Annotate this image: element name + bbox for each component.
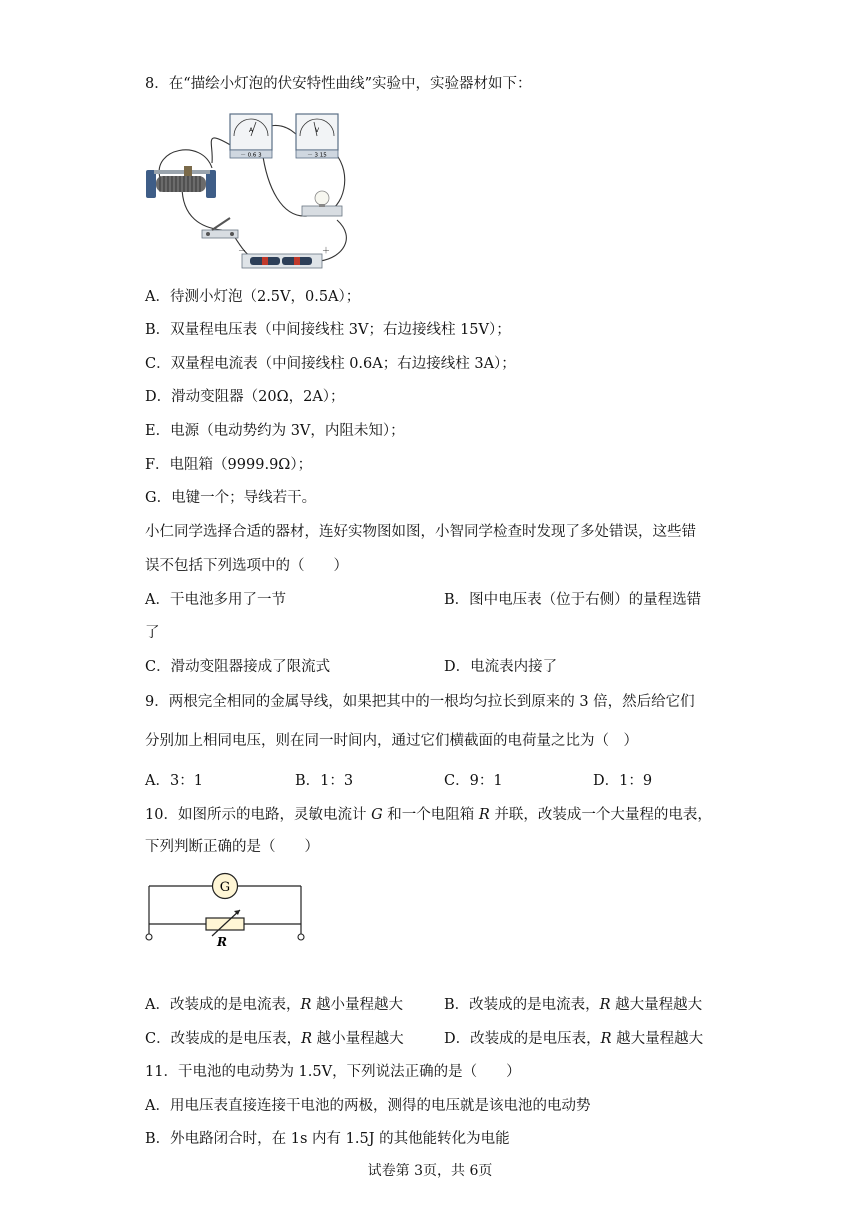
switch xyxy=(202,218,238,238)
q11-option-b: B．外电路闭合时，在 1s 内有 1.5J 的其他能转化为电能 xyxy=(145,1131,510,1147)
rheostat xyxy=(146,166,216,198)
svg-text:＋: ＋ xyxy=(322,246,330,255)
q8-prompt-line1: 小仁同学选择合适的器材，连好实物图如图，小智同学检查时发现了多处错误，这些错 xyxy=(145,524,696,540)
svg-text:－: － xyxy=(238,246,246,255)
q10-option-d: D．改装成的是电压表，R 越大量程越大 xyxy=(444,1031,704,1047)
ammeter xyxy=(230,114,272,159)
wire xyxy=(262,150,307,216)
svg-text:G: G xyxy=(219,880,231,895)
q9-option-c: C．9：1 xyxy=(444,773,503,789)
material-a: A．待测小灯泡（2.5V，0.5A）； xyxy=(145,289,361,305)
q9-option-b: B．1：3 xyxy=(295,773,354,789)
q11-option-a: A．用电压表直接连接干电池的两极，测得的电压就是该电池的电动势 xyxy=(145,1098,591,1114)
q8-option-d: D．电流表内接了 xyxy=(444,659,558,675)
terminal-right xyxy=(298,934,304,940)
q8-prompt-line2: 误不包括下列选项中的（ ） xyxy=(145,558,348,574)
q10-option-a: A．改装成的是电流表，R 越小量程越大 xyxy=(145,997,404,1013)
battery-pack xyxy=(238,246,330,268)
q10-line1: 10．如图所示的电路，灵敏电流计 G 和一个电阻箱 R 并联，改装成一个大量程的电表， xyxy=(145,807,712,823)
material-f: F．电阻箱（9999.9Ω）； xyxy=(145,457,313,473)
material-e: E．电源（电动势约为 3V，内阻未知）； xyxy=(145,423,405,439)
q9-line2: 分别加上相同电压，则在同一时间内，通过它们横截面的电荷量之比为（ ） xyxy=(145,733,638,749)
svg-text:－ 0.6 3: － 0.6 3 xyxy=(240,152,262,159)
q9-option-a: A．3：1 xyxy=(145,773,203,789)
svg-text:R: R xyxy=(217,935,227,948)
q10-option-b: B．改装成的是电流表，R 越大量程越大 xyxy=(444,997,703,1013)
material-c: C．双量程电流表（中间接线柱 0.6A；右边接线柱 3A）； xyxy=(145,356,516,372)
material-d: D．滑动变阻器（20Ω，2A）； xyxy=(145,389,345,405)
svg-text:－ 3 15: － 3 15 xyxy=(307,152,327,159)
terminal-left xyxy=(146,934,152,940)
page-footer: 试卷第 3页，共 6页 xyxy=(367,1163,493,1179)
q8-option-a: A．干电池多用了一节 xyxy=(145,592,286,608)
q8-stem: 8．在“描绘小灯泡的伏安特性曲线”实验中，实验器材如下： xyxy=(145,76,532,92)
q10-option-c: C．改装成的是电压表，R 越小量程越大 xyxy=(145,1031,404,1047)
material-g: G．电键一个；导线若干。 xyxy=(145,490,317,506)
q10-line2: 下列判断正确的是（ ） xyxy=(145,839,319,855)
svg-text:A: A xyxy=(248,127,254,134)
q11-stem: 11．干电池的电动势为 1.5V，下列说法正确的是（ ） xyxy=(145,1064,521,1080)
q8-option-c: C．滑动变阻器接成了限流式 xyxy=(145,659,331,675)
bulb xyxy=(302,191,342,216)
q9-line1: 9．两根完全相同的金属导线，如果把其中的一根均匀拉长到原来的 3 倍，然后给它们 xyxy=(145,694,695,710)
svg-text:V: V xyxy=(314,127,320,134)
q8-option-b-cont: 了 xyxy=(145,625,160,641)
q8-apparatus-figure xyxy=(142,108,352,273)
q10-circuit-figure xyxy=(140,868,315,948)
material-b: B．双量程电压表（中间接线柱 3V；右边接线柱 15V）； xyxy=(145,322,511,338)
q8-option-b: B．图中电压表（位于右侧）的量程选错 xyxy=(444,592,702,608)
wire xyxy=(211,138,232,163)
wire xyxy=(327,150,345,213)
voltmeter xyxy=(296,114,338,159)
q9-option-d: D．1：9 xyxy=(593,773,653,789)
